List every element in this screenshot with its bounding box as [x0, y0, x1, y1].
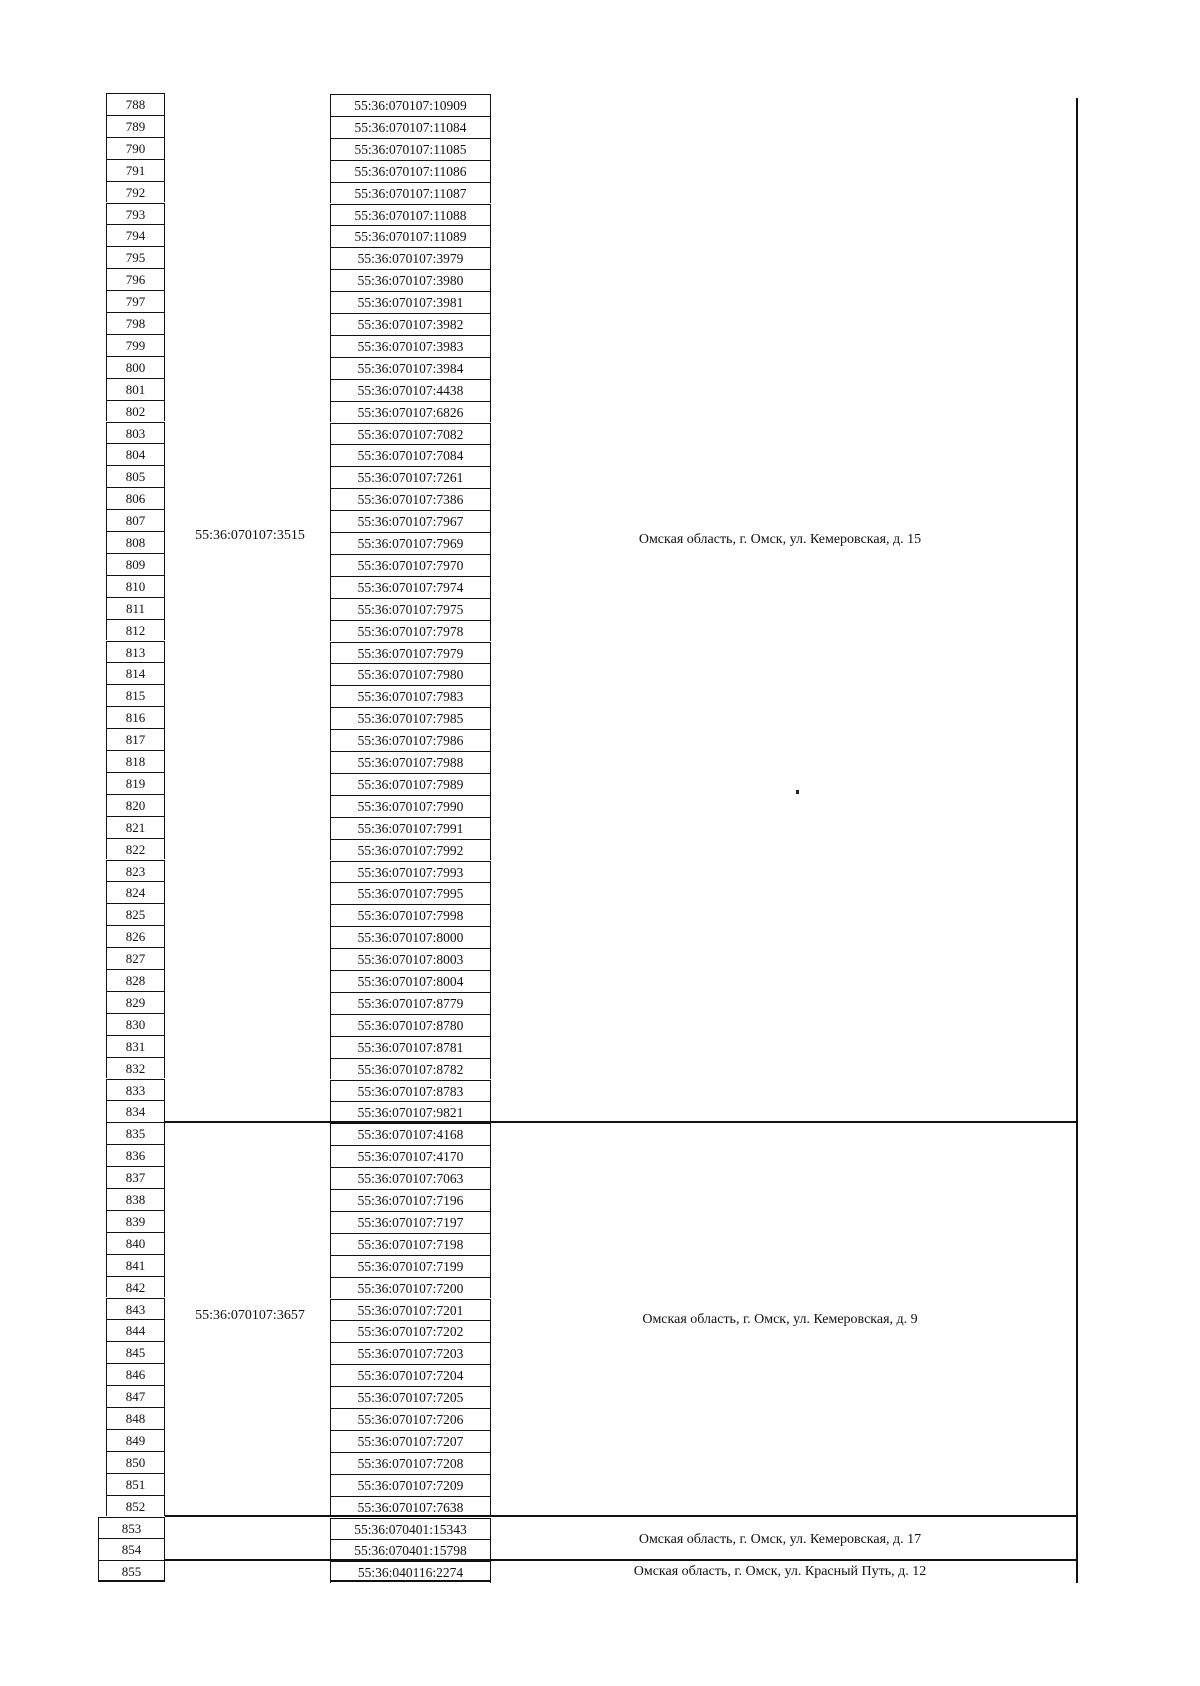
room-cadastral-number: 55:36:070107:9821: [330, 1101, 491, 1123]
room-cadastral-number: 55:36:070107:7200: [330, 1277, 491, 1299]
row-number: 832: [106, 1057, 165, 1079]
row-number: 843: [106, 1298, 165, 1320]
room-cadastral-number: 55:36:070107:8003: [330, 948, 491, 970]
room-cadastral-number: 55:36:070107:11085: [330, 138, 491, 160]
row-number: 848: [106, 1407, 165, 1429]
row-number: 809: [106, 553, 165, 575]
row-number: 841: [106, 1254, 165, 1276]
row-number: 849: [106, 1429, 165, 1451]
room-cadastral-number: 55:36:070107:7974: [330, 576, 491, 598]
room-cadastral-number: 55:36:070107:7969: [330, 532, 491, 554]
room-cadastral-number: 55:36:070107:6826: [330, 401, 491, 423]
room-cadastral-number: 55:36:040116:2274: [330, 1561, 491, 1583]
row-number: 824: [106, 881, 165, 903]
room-cadastral-number: 55:36:070107:7975: [330, 598, 491, 620]
row-number: 836: [106, 1144, 165, 1166]
room-cadastral-number: 55:36:070107:7967: [330, 510, 491, 532]
row-number: 854: [98, 1538, 165, 1560]
room-cadastral-number: 55:36:070107:7988: [330, 751, 491, 773]
group-address: Омская область, г. Омск, ул. Красный Путь, д. 12: [633, 1564, 927, 1579]
row-number: 792: [106, 181, 165, 203]
room-cadastral-number: 55:36:070107:7638: [330, 1496, 491, 1518]
row-number: 845: [106, 1341, 165, 1363]
table-bottom-border: [98, 1580, 165, 1582]
room-cadastral-number: 55:36:070107:7208: [330, 1452, 491, 1474]
row-number: 817: [106, 728, 165, 750]
room-cadastral-number: 55:36:070107:4168: [330, 1123, 491, 1145]
room-cadastral-number: 55:36:070107:8780: [330, 1014, 491, 1036]
row-number: 834: [106, 1100, 165, 1122]
room-cadastral-number: 55:36:070107:7986: [330, 729, 491, 751]
row-number: 846: [106, 1363, 165, 1385]
row-number: 835: [106, 1122, 165, 1144]
row-number: 847: [106, 1385, 165, 1407]
row-number: 844: [106, 1319, 165, 1341]
room-cadastral-number: 55:36:070107:3982: [330, 313, 491, 335]
room-cadastral-number: 55:36:070107:8779: [330, 992, 491, 1014]
row-number: 808: [106, 531, 165, 553]
room-cadastral-number: 55:36:070107:7084: [330, 444, 491, 466]
room-cadastral-number: 55:36:070107:7978: [330, 620, 491, 642]
room-cadastral-number: 55:36:070107:7992: [330, 839, 491, 861]
room-cadastral-number: 55:36:070107:7207: [330, 1430, 491, 1452]
room-cadastral-number: 55:36:070107:4170: [330, 1145, 491, 1167]
row-number: 823: [106, 860, 165, 882]
room-cadastral-number: 55:36:070107:11086: [330, 160, 491, 182]
group-address: Омская область, г. Омск, ул. Кемеровская, д. 15: [638, 532, 922, 547]
room-cadastral-number: 55:36:070107:11087: [330, 182, 491, 204]
row-number: 806: [106, 487, 165, 509]
row-number: 802: [106, 400, 165, 422]
room-cadastral-number: 55:36:070107:7386: [330, 488, 491, 510]
row-number: 827: [106, 947, 165, 969]
row-number: 790: [106, 137, 165, 159]
room-cadastral-number: 55:36:070401:15798: [330, 1539, 491, 1561]
room-cadastral-number: 55:36:070107:10909: [330, 94, 491, 116]
row-number: 818: [106, 750, 165, 772]
room-cadastral-number: 55:36:070107:8782: [330, 1058, 491, 1080]
row-number: 796: [106, 268, 165, 290]
row-number: 833: [106, 1079, 165, 1101]
room-cadastral-number: 55:36:070107:7203: [330, 1342, 491, 1364]
room-cadastral-number: 55:36:070107:7204: [330, 1364, 491, 1386]
room-cadastral-number: 55:36:070107:7983: [330, 685, 491, 707]
room-cadastral-number: 55:36:070107:3983: [330, 335, 491, 357]
room-cadastral-number: 55:36:070107:11089: [330, 225, 491, 247]
group-divider: [165, 1559, 1077, 1561]
row-number: 840: [106, 1232, 165, 1254]
row-number: 837: [106, 1166, 165, 1188]
room-cadastral-number: 55:36:070107:8000: [330, 926, 491, 948]
room-cadastral-number: 55:36:070107:3979: [330, 247, 491, 269]
row-number: 850: [106, 1451, 165, 1473]
row-number: 807: [106, 509, 165, 531]
row-number: 804: [106, 443, 165, 465]
row-number: 819: [106, 772, 165, 794]
room-cadastral-number: 55:36:070107:4438: [330, 379, 491, 401]
row-number: 816: [106, 706, 165, 728]
row-number: 803: [106, 422, 165, 444]
room-cadastral-number: 55:36:070107:7979: [330, 642, 491, 664]
room-cadastral-number: 55:36:070107:8781: [330, 1036, 491, 1058]
row-number: 828: [106, 969, 165, 991]
room-cadastral-number: 55:36:070107:7063: [330, 1167, 491, 1189]
room-cadastral-number: 55:36:070107:7196: [330, 1189, 491, 1211]
row-number: 795: [106, 246, 165, 268]
room-cadastral-number: 55:36:070107:7991: [330, 817, 491, 839]
row-number: 825: [106, 903, 165, 925]
room-cadastral-number: 55:36:070107:7206: [330, 1408, 491, 1430]
room-cadastral-number: 55:36:070107:7995: [330, 882, 491, 904]
room-cadastral-number: 55:36:070107:7209: [330, 1474, 491, 1496]
room-cadastral-number: 55:36:070107:8783: [330, 1080, 491, 1102]
row-number: 815: [106, 684, 165, 706]
row-number: 831: [106, 1035, 165, 1057]
room-cadastral-number: 55:36:070107:7998: [330, 904, 491, 926]
row-number: 812: [106, 619, 165, 641]
row-number: 798: [106, 312, 165, 334]
room-cadastral-number: 55:36:070107:7197: [330, 1211, 491, 1233]
row-number: 855: [98, 1560, 165, 1582]
row-number: 842: [106, 1276, 165, 1298]
scan-speck: [796, 790, 799, 794]
room-cadastral-number: 55:36:070107:3984: [330, 357, 491, 379]
row-number: 822: [106, 838, 165, 860]
room-cadastral-number: 55:36:070107:11088: [330, 204, 491, 226]
group-divider: [165, 1121, 1077, 1123]
room-cadastral-number: 55:36:070107:7199: [330, 1255, 491, 1277]
room-cadastral-number: 55:36:070401:15343: [330, 1518, 491, 1540]
room-cadastral-number: 55:36:070107:7985: [330, 707, 491, 729]
table-bottom-border: [330, 1580, 491, 1582]
row-number: 813: [106, 641, 165, 663]
row-number: 821: [106, 816, 165, 838]
room-cadastral-number: 55:36:070107:7202: [330, 1320, 491, 1342]
row-number: 829: [106, 991, 165, 1013]
room-cadastral-number: 55:36:070107:7989: [330, 773, 491, 795]
building-cadastral-number: 55:36:070107:3657: [195, 1308, 305, 1323]
group-address: Омская область, г. Омск, ул. Кемеровская, д. 9: [642, 1312, 918, 1327]
room-cadastral-number: 55:36:070107:7980: [330, 663, 491, 685]
row-number: 852: [106, 1495, 165, 1517]
row-number: 838: [106, 1188, 165, 1210]
room-cadastral-number: 55:36:070107:7198: [330, 1233, 491, 1255]
row-number: 839: [106, 1210, 165, 1232]
row-number: 791: [106, 159, 165, 181]
row-number: 826: [106, 925, 165, 947]
room-cadastral-number: 55:36:070107:7970: [330, 554, 491, 576]
room-cadastral-number: 55:36:070107:7201: [330, 1299, 491, 1321]
building-cadastral-number: 55:36:070107:3515: [195, 528, 305, 543]
row-number: 814: [106, 662, 165, 684]
room-cadastral-number: 55:36:070107:7990: [330, 795, 491, 817]
row-number: 830: [106, 1013, 165, 1035]
row-number: 851: [106, 1473, 165, 1495]
group-address: Омская область, г. Омск, ул. Кемеровская, д. 17: [638, 1532, 922, 1547]
room-cadastral-number: 55:36:070107:7261: [330, 466, 491, 488]
row-number: 789: [106, 115, 165, 137]
room-cadastral-number: 55:36:070107:7993: [330, 861, 491, 883]
right-border: [1076, 98, 1078, 1583]
room-cadastral-number: 55:36:070107:7082: [330, 423, 491, 445]
row-number: 805: [106, 465, 165, 487]
row-number: 801: [106, 378, 165, 400]
room-cadastral-number: 55:36:070107:8004: [330, 970, 491, 992]
room-cadastral-number: 55:36:070107:3981: [330, 291, 491, 313]
row-number: 793: [106, 203, 165, 225]
room-cadastral-number: 55:36:070107:7205: [330, 1386, 491, 1408]
room-cadastral-number: 55:36:070107:11084: [330, 116, 491, 138]
row-number: 788: [106, 93, 165, 115]
row-number: 797: [106, 290, 165, 312]
room-cadastral-number: 55:36:070107:3980: [330, 269, 491, 291]
row-number: 810: [106, 575, 165, 597]
row-number: 811: [106, 597, 165, 619]
row-number: 800: [106, 356, 165, 378]
row-number: 799: [106, 334, 165, 356]
row-number: 794: [106, 224, 165, 246]
row-number: 820: [106, 794, 165, 816]
row-number: 853: [98, 1517, 165, 1539]
group-divider: [165, 1515, 1077, 1517]
